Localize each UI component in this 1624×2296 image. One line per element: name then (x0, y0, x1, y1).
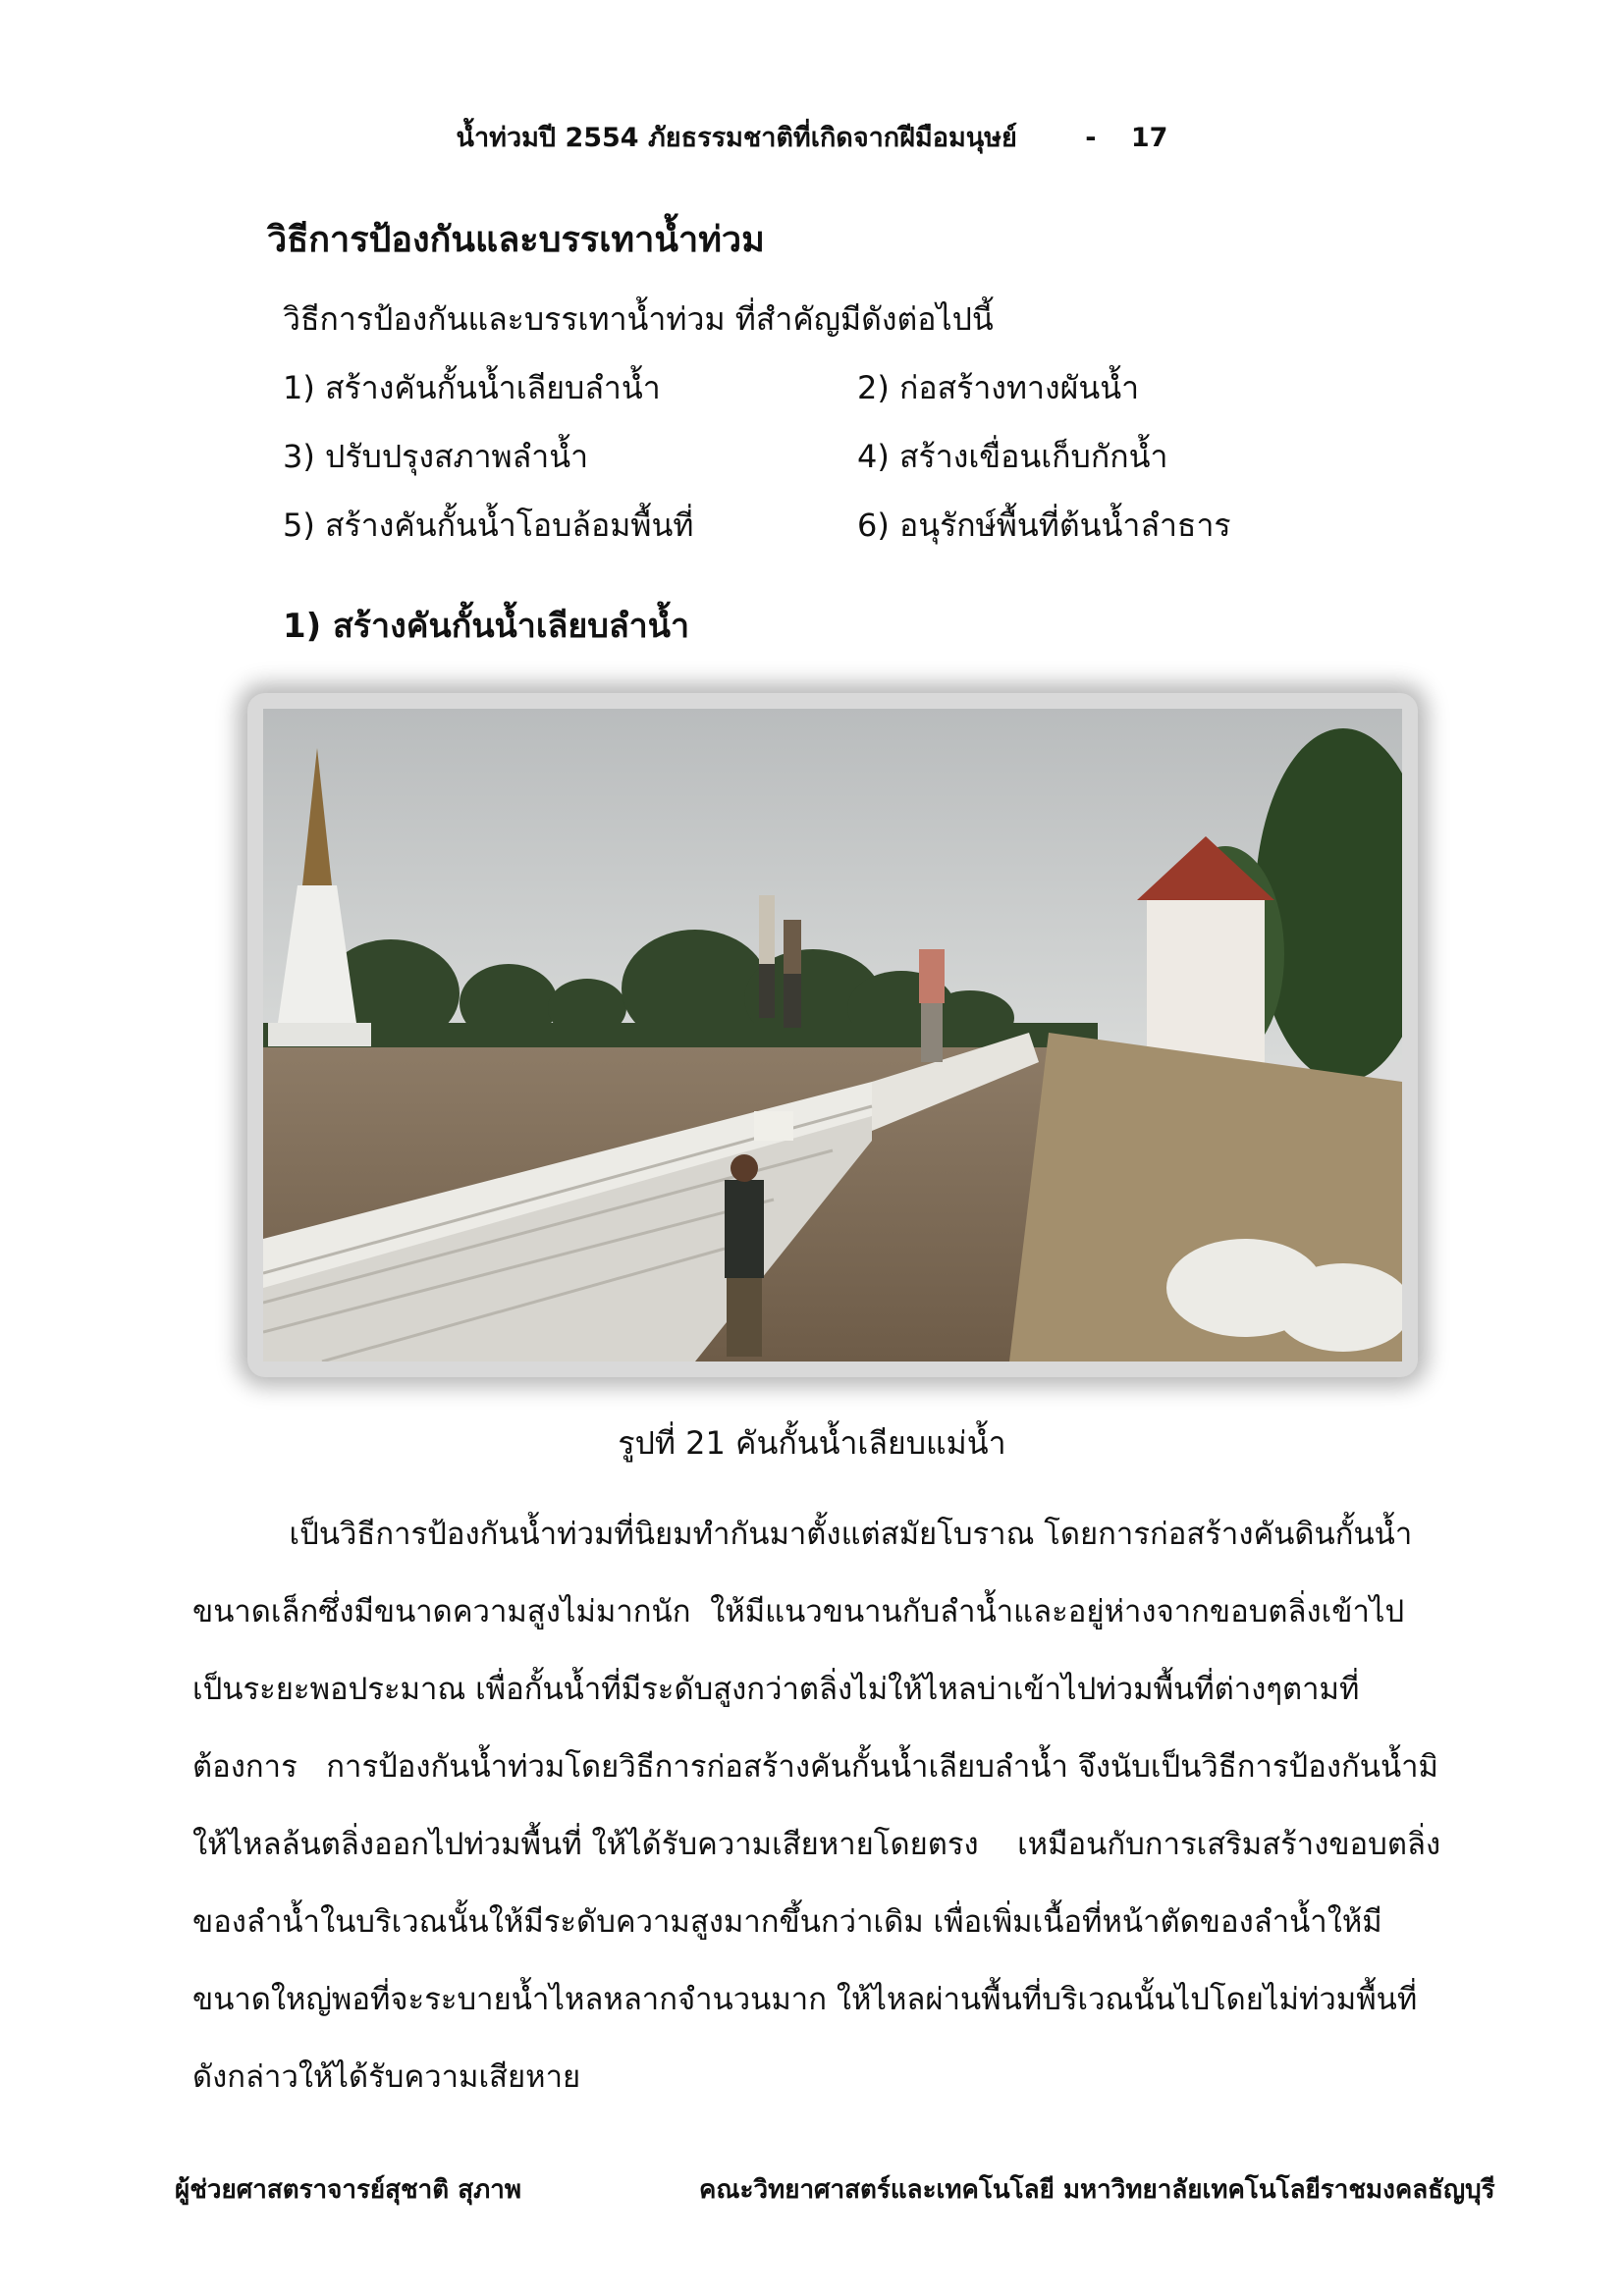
method-item: 1) สร้างคันกั้นน้ำเลียบลำน้ำ (283, 369, 661, 406)
paragraph-line: ดังกล่าวให้ได้รับความเสียหาย (192, 2059, 581, 2095)
header-title: น้ำท่วมปี 2554 ภัยธรรมชาติที่เกิดจากฝีมือมนุษย์ (456, 123, 1017, 153)
footer-author: ผู้ช่วยศาสตราจารย์สุชาติ สุภาพ (175, 2175, 521, 2205)
page-number: 17 (1130, 123, 1168, 153)
paragraph-line: เป็นระยะพอประมาณ เพื่อกั้นน้ำที่มีระดับสูงกว่าตลิ่งไม่ให้ไหลบ่าเข้าไปท่วมพื้นที่ต่างๆตามที่ (192, 1672, 1360, 1707)
method-item: 5) สร้างคันกั้นน้ำโอบล้อมพื้นที่ (283, 507, 694, 544)
paragraph-line: ต้องการ การป้องกันน้ำท่วมโดยวิธีการก่อสร้างคันกั้นน้ำเลียบลำน้ำ จึงนับเป็นวิธีการป้องกันน้ำมิ (192, 1749, 1438, 1785)
subheading: 1) สร้างคันกั้นน้ำเลียบลำน้ำ (283, 607, 690, 646)
paragraph-line: ขนาดใหญ่พอที่จะระบายน้ำไหลหลากจำนวนมาก ให้ไหลผ่านพื้นที่บริเวณนั้นไปโดยไม่ท่วมพื้นที่ (192, 1982, 1418, 2017)
paragraph-line: ขนาดเล็กซึ่งมีขนาดความสูงไม่มากนัก ให้มีแนวขนานกับลำน้ำและอยู่ห่างจากขอบตลิ่งเข้าไป (192, 1594, 1405, 1629)
intro-sentence: วิธีการป้องกันและบรรเทาน้ำท่วม ที่สำคัญมีดังต่อไปนี้ (283, 300, 994, 338)
method-item: 6) อนุรักษ์พื้นที่ต้นน้ำลำธาร (857, 507, 1231, 544)
figure-caption: รูปที่ 21 คันกั้นน้ำเลียบแม่น้ำ (618, 1424, 1006, 1462)
paragraph-line: ของลำน้ำในบริเวณนั้นให้มีระดับความสูงมากขึ้นกว่าเดิม เพื่อเพิ่มเนื้อที่หน้าตัดของลำน้ำให้มี (192, 1904, 1382, 1940)
method-item: 4) สร้างเขื่อนเก็บกักน้ำ (857, 438, 1168, 475)
running-header (0, 116, 1624, 158)
header-separator: - (1085, 123, 1097, 153)
method-item: 2) ก่อสร้างทางผันน้ำ (857, 369, 1140, 406)
flood-embankment-photo (263, 709, 1402, 1362)
footer-institution: คณะวิทยาศาสตร์และเทคโนโลยี มหาวิทยาลัยเทคโนโลยีราชมงคลธัญบุรี (699, 2175, 1495, 2205)
paragraph-line: เป็นวิธีการป้องกันน้ำท่วมที่นิยมทำกันมาตั้งแต่สมัยโบราณ โดยการก่อสร้างคันดินกั้นน้ำ (192, 1517, 1413, 1552)
method-item: 3) ปรับปรุงสภาพลำน้ำ (283, 438, 589, 475)
section-title: วิธีการป้องกันและบรรเทาน้ำท่วม (267, 220, 765, 260)
paragraph-line: ให้ไหลล้นตลิ่งออกไปท่วมพื้นที่ ให้ได้รับความเสียหายโดยตรง เหมือนกับการเสริมสร้างขอบตลิ่ง (192, 1827, 1441, 1862)
figure-photo (247, 693, 1418, 1377)
